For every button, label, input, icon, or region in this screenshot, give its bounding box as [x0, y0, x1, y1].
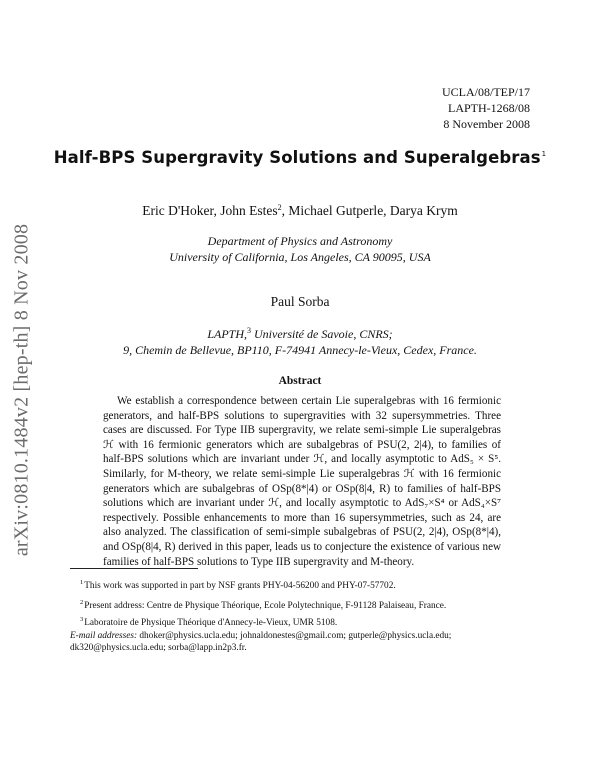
footnote-2: $^2$Present address: Centre de Physique Théorique, Ecole Polytechnique, F-91128 Palaiseau, France.	[80, 599, 447, 611]
author-sorba: Paul Sorba	[270, 294, 330, 309]
title-footnote-mark: 1	[541, 150, 547, 158]
email-addresses: E-mail addresses: dhoker@physics.ucla.edu; johnaldonestes@gmail.com; gutperle@physics.ucla.edu; dk320@physics.ucla.edu; sorba@lapp.in2p3.fr.	[70, 631, 452, 653]
footnote-rule	[70, 568, 198, 569]
abstract-heading: Abstract	[278, 375, 322, 387]
paper-title: Half-BPS Supergravity Solutions and Superalgebras$^1$	[53, 148, 547, 167]
abstract-line: ℋ with 16 fermionic generators which are subalgebras of PSU(2, 2|4), to families of	[103, 438, 501, 451]
abstract-body	[103, 394, 501, 569]
affiliation-lapth: LAPTH,$^3$ Université de Savoie, CNRS; 9, Chemin de Bellevue, BP110, F-74941 Annecy-le-Vieux, Cedex, France.	[123, 326, 477, 357]
abstract-line: generators which are subalgebras of OSp(8*|4) or OSp(8|4, R) to families of half-BPS	[103, 482, 501, 495]
report-number-lapth: LAPTH-1268/08	[448, 101, 530, 115]
footnote-1: $^1$This work was supported in part by NSF grants PHY-04-56200 and PHY-07-57702.	[80, 579, 396, 591]
report-number-ucla: UCLA/08/TEP/17	[441, 85, 530, 99]
abstract-line: generators, and half-BPS solutions to supergravities with 32 supersymmetries. Three	[103, 409, 501, 422]
author-footnote-mark: 2	[277, 203, 282, 212]
report-date: 8 November 2008	[443, 117, 530, 131]
abstract-line: also analyzed. The classification of semi-simple subalgebras of PSU(2, 2|4), OSp(8*|4),	[103, 526, 501, 539]
abstract-line: Similarly, for M-theory, we relate semi-simple Lie superalgebras ℋ with 16 fermionic	[103, 467, 501, 480]
author-list: Eric D'Hoker, John Estes$^2$, Michael Gutperle, Darya Krym	[142, 203, 458, 218]
affiliation-ucla: Department of Physics and Astronomy University of California, Los Angeles, CA 90095, USA	[169, 234, 431, 264]
abstract-line: solutions which are invariant under ℋ, and locally asymptotic to AdS₇×S⁴ or AdS₄×S⁷	[103, 497, 501, 510]
abstract-line: respectively. Possible enhancements to more than 16 supersymmetries, such as 24, are	[103, 511, 501, 524]
abstract-line: new families of half-BPS solutions to Type IIB supergravity and M-theory.	[103, 540, 501, 568]
abstract-line: and OSp(8|4, R) derived in this paper, leads us to conjecture the existence of various	[103, 540, 483, 553]
abstract-line: cases are discussed. For Type IIB supergravity, we relate semi-simple Lie superalgebras	[103, 424, 501, 437]
abstract-line: half-BPS solutions which are invariant under ℋ, and locally asymptotic to AdS₅ × S⁵.	[103, 453, 501, 466]
footnote-3: $^3$Laboratoire de Physique Théorique d'Annecy-le-Vieux, UMR 5108.	[80, 616, 338, 628]
affiliation-footnote-mark: 3	[247, 326, 252, 335]
report-numbers	[442, 84, 530, 132]
abstract-line: We establish a correspondence between certain Lie superalgebras with 16 fermionic	[117, 395, 501, 407]
